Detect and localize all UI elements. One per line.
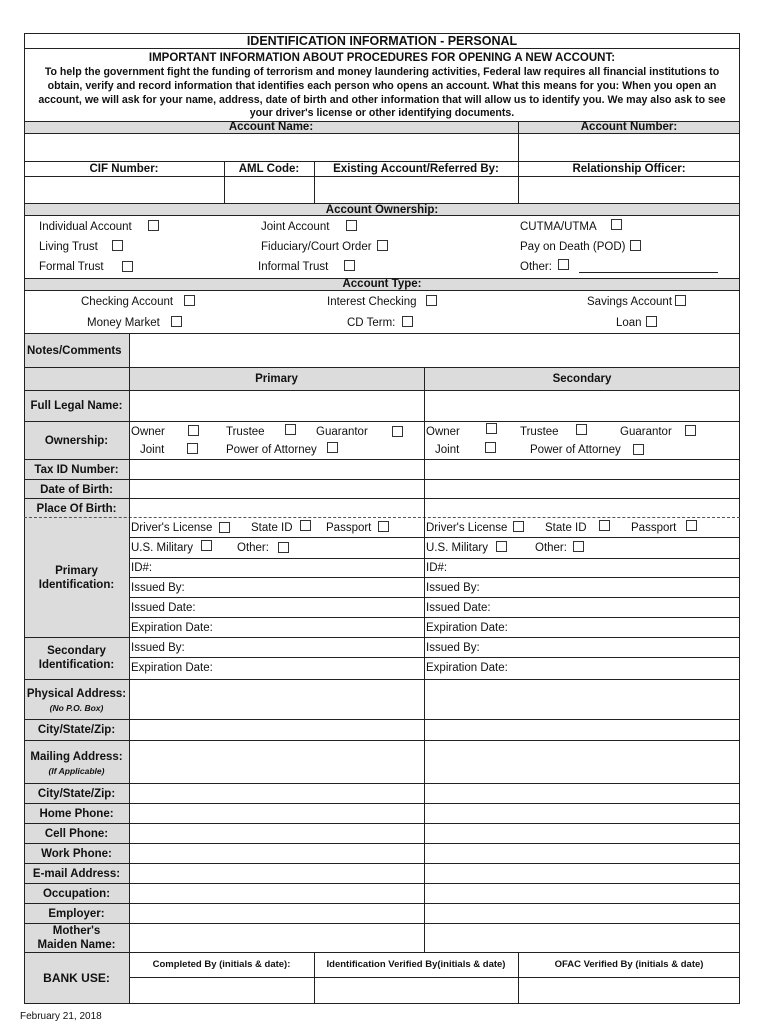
full-legal-name-label: Full Legal Name: xyxy=(30,400,123,412)
pod-checkbox[interactable] xyxy=(630,240,641,251)
notes-comments-label: Notes/Comments xyxy=(27,345,122,357)
other-ownership-checkbox[interactable] xyxy=(558,259,569,270)
secondary-employer-field[interactable] xyxy=(425,904,739,922)
primary-other-id-label: Other: xyxy=(237,542,269,554)
primary-occupation-field[interactable] xyxy=(130,884,423,902)
primary-poa-label: Power of Attorney xyxy=(226,444,317,456)
primary-cell-phone-field[interactable] xyxy=(130,824,423,842)
opt-interest-checking: Interest Checking xyxy=(327,296,417,308)
opt-informal-trust: Informal Trust xyxy=(258,261,329,273)
primary-owner-checkbox[interactable] xyxy=(188,425,199,436)
primary-mailing-city-state-zip-field[interactable] xyxy=(130,784,423,802)
account-number-label: Account Number: xyxy=(580,121,678,133)
ofac-verified-by-label: OFAC Verified By (initials & date) xyxy=(554,959,704,970)
ofac-verified-by-field[interactable] xyxy=(519,978,739,1003)
home-phone-label: Home Phone: xyxy=(39,808,114,820)
mailing-address-note: (If Applicable) xyxy=(48,766,105,776)
notice-line-4: your driver's license or other identifying documents. xyxy=(249,107,515,119)
opt-joint-account: Joint Account xyxy=(261,221,330,233)
primary-drivers-license-label: Driver's License xyxy=(131,522,213,534)
account-name-field[interactable] xyxy=(25,134,517,161)
secondary-dob-field[interactable] xyxy=(425,480,739,497)
primary-poa-checkbox[interactable] xyxy=(327,442,338,453)
primary-id-label-2: Identification: xyxy=(38,579,115,591)
account-name-label: Account Name: xyxy=(228,121,314,133)
secondary-home-phone-field[interactable] xyxy=(425,804,739,822)
formal-trust-checkbox[interactable] xyxy=(122,261,133,272)
secondary-owner-checkbox[interactable] xyxy=(486,423,497,434)
secondary-guarantor-checkbox[interactable] xyxy=(685,425,696,436)
secondary-mailing-address-field[interactable] xyxy=(425,741,739,782)
account-number-field[interactable] xyxy=(519,134,739,161)
secondary-issued-date-label: Issued Date: xyxy=(426,602,491,614)
primary-expiration-label: Expiration Date: xyxy=(131,622,213,634)
notice-line-3: account, we will ask for your name, address, date of birth and other information that will allow us to identify you. We may also ask to see xyxy=(38,94,726,106)
primary-pob-field[interactable] xyxy=(130,499,423,516)
opt-checking-account: Checking Account xyxy=(81,296,174,308)
account-ownership-heading: Account Ownership: xyxy=(325,204,439,216)
secondary-cell-phone-field[interactable] xyxy=(425,824,739,842)
primary-joint-label: Joint xyxy=(140,444,165,456)
secondary-drivers-license-label: Driver's License xyxy=(426,522,508,534)
primary-tax-id-field[interactable] xyxy=(130,460,423,478)
cif-number-label: CIF Number: xyxy=(89,163,159,175)
secondary-city-state-zip-field[interactable] xyxy=(425,720,739,739)
cd-term-checkbox[interactable] xyxy=(402,316,413,327)
opt-cd-term: CD Term: xyxy=(347,317,396,329)
secondary-owner-label: Owner xyxy=(426,426,460,438)
opt-loan: Loan xyxy=(616,317,642,329)
primary-id-number-label: ID#: xyxy=(131,562,153,574)
secondary-work-phone-field[interactable] xyxy=(425,844,739,862)
primary-maiden-name-field[interactable] xyxy=(130,924,423,951)
opt-money-market: Money Market xyxy=(87,317,160,329)
secondary-pob-field[interactable] xyxy=(425,499,739,516)
maiden-name-label-2: Maiden Name: xyxy=(37,939,116,951)
fiduciary-checkbox[interactable] xyxy=(377,240,388,251)
maiden-name-label-1: Mother's xyxy=(52,925,101,937)
primary-city-state-zip-field[interactable] xyxy=(130,720,423,739)
cif-number-field[interactable] xyxy=(25,177,223,202)
primary-column-header: Primary xyxy=(255,373,298,385)
primary-secid-expiration-label: Expiration Date: xyxy=(131,662,213,674)
secondary-physical-address-field[interactable] xyxy=(425,680,739,718)
secondary-passport-label: Passport xyxy=(631,522,677,534)
primary-other-id-checkbox[interactable] xyxy=(278,542,289,553)
secondary-passport-checkbox[interactable] xyxy=(686,520,697,531)
primary-home-phone-field[interactable] xyxy=(130,804,423,822)
secondary-full-legal-name-field[interactable] xyxy=(425,391,739,420)
primary-work-phone-field[interactable] xyxy=(130,844,423,862)
secondary-expiration-label: Expiration Date: xyxy=(426,622,508,634)
work-phone-label: Work Phone: xyxy=(41,848,112,860)
secondary-occupation-field[interactable] xyxy=(425,884,739,902)
cutma-utma-checkbox[interactable] xyxy=(611,219,622,230)
informal-trust-checkbox[interactable] xyxy=(344,260,355,271)
secondary-issued-by-label: Issued By: xyxy=(426,582,480,594)
completed-by-label: Completed By (initials & date): xyxy=(152,959,291,970)
primary-mailing-address-field[interactable] xyxy=(130,741,423,782)
id-verified-by-label: Identification Verified By(initials & date) xyxy=(326,959,506,970)
primary-employer-field[interactable] xyxy=(130,904,423,922)
joint-account-checkbox[interactable] xyxy=(346,220,357,231)
secondary-id-label-2: Identification: xyxy=(38,659,115,671)
opt-other: Other: xyxy=(520,261,552,273)
secondary-secid-expiration-label: Expiration Date: xyxy=(426,662,508,674)
secondary-joint-label: Joint xyxy=(435,444,460,456)
primary-full-legal-name-field[interactable] xyxy=(130,391,423,420)
primary-owner-label: Owner xyxy=(131,426,165,438)
primary-trustee-checkbox[interactable] xyxy=(285,424,296,435)
notice-line-1: To help the government fight the funding of terrorism and money laundering activities, Federal law requires all financial institutions to xyxy=(44,66,720,78)
secondary-id-number-label: ID#: xyxy=(426,562,448,574)
secondary-mailing-city-state-zip-field[interactable] xyxy=(425,784,739,802)
secondary-tax-id-field[interactable] xyxy=(425,460,739,478)
primary-guarantor-checkbox[interactable] xyxy=(392,426,403,437)
ownership-label: Ownership: xyxy=(44,435,109,447)
other-ownership-line[interactable] xyxy=(579,272,718,273)
secondary-guarantor-label: Guarantor xyxy=(620,426,672,438)
primary-dob-field[interactable] xyxy=(130,480,423,497)
primary-state-id-label: State ID xyxy=(251,522,293,534)
opt-pay-on-death: Pay on Death (POD) xyxy=(520,241,626,253)
secondary-joint-checkbox[interactable] xyxy=(485,442,496,453)
aml-code-label: AML Code: xyxy=(238,163,300,175)
city-state-zip-label-2: City/State/Zip: xyxy=(37,788,116,800)
physical-address-note: (No P.O. Box) xyxy=(49,703,104,713)
secondary-drivers-license-checkbox[interactable] xyxy=(513,521,524,532)
mailing-address-label: Mailing Address: xyxy=(30,751,123,763)
checking-account-checkbox[interactable] xyxy=(184,295,195,306)
notice-line-2: obtain, verify and record information that identifies each person who opens an account. What this means for you: When you open an xyxy=(47,80,717,92)
secondary-trustee-checkbox[interactable] xyxy=(576,424,587,435)
pob-label: Place Of Birth: xyxy=(36,503,117,515)
city-state-zip-label-1: City/State/Zip: xyxy=(37,724,116,736)
primary-passport-label: Passport xyxy=(326,522,372,534)
account-type-heading: Account Type: xyxy=(342,278,422,290)
secondary-military-label: U.S. Military xyxy=(426,542,488,554)
secondary-other-id-checkbox[interactable] xyxy=(573,541,584,552)
secondary-poa-checkbox[interactable] xyxy=(633,444,644,455)
primary-issued-by-label: Issued By: xyxy=(131,582,185,594)
primary-military-checkbox[interactable] xyxy=(201,540,212,551)
existing-account-label: Existing Account/Referred By: xyxy=(333,163,499,175)
existing-account-field[interactable] xyxy=(315,177,517,202)
opt-fiduciary-court-order: Fiduciary/Court Order xyxy=(261,241,372,253)
opt-cutma-utma: CUTMA/UTMA xyxy=(520,221,597,233)
loan-checkbox[interactable] xyxy=(646,316,657,327)
opt-savings-account: Savings Account xyxy=(587,296,673,308)
primary-email-field[interactable] xyxy=(130,864,423,882)
primary-guarantor-label: Guarantor xyxy=(316,426,368,438)
notice-subtitle: IMPORTANT INFORMATION ABOUT PROCEDURES FOR OPENING A NEW ACCOUNT: xyxy=(148,52,616,64)
primary-drivers-license-checkbox[interactable] xyxy=(219,522,230,533)
primary-military-label: U.S. Military xyxy=(131,542,193,554)
primary-state-id-checkbox[interactable] xyxy=(300,520,311,531)
primary-joint-checkbox[interactable] xyxy=(187,443,198,454)
secondary-state-id-checkbox[interactable] xyxy=(599,520,610,531)
secondary-column-header: Secondary xyxy=(552,373,612,385)
completed-by-field[interactable] xyxy=(130,978,313,1003)
id-verified-by-field[interactable] xyxy=(315,978,517,1003)
secondary-military-checkbox[interactable] xyxy=(496,541,507,552)
opt-living-trust: Living Trust xyxy=(39,241,98,253)
aml-code-field[interactable] xyxy=(225,177,313,202)
cell-phone-label: Cell Phone: xyxy=(44,828,109,840)
tax-id-label: Tax ID Number: xyxy=(34,464,119,476)
relationship-officer-field[interactable] xyxy=(519,177,739,202)
primary-passport-checkbox[interactable] xyxy=(378,521,389,532)
bank-use-label: BANK USE: xyxy=(43,971,110,985)
form-title: IDENTIFICATION INFORMATION - PERSONAL xyxy=(246,34,518,48)
occupation-label: Occupation: xyxy=(42,888,111,900)
relationship-officer-label: Relationship Officer: xyxy=(572,163,686,175)
secondary-email-field[interactable] xyxy=(425,864,739,882)
primary-physical-address-field[interactable] xyxy=(130,680,423,718)
primary-secid-issued-by-label: Issued By: xyxy=(131,642,185,654)
secondary-maiden-name-field[interactable] xyxy=(425,924,739,951)
primary-trustee-label: Trustee xyxy=(226,426,265,438)
individual-account-checkbox[interactable] xyxy=(148,220,159,231)
notes-comments-field[interactable] xyxy=(130,334,739,367)
email-label: E-mail Address: xyxy=(32,868,121,880)
secondary-id-label-1: Secondary xyxy=(47,645,106,657)
savings-account-checkbox[interactable] xyxy=(675,295,686,306)
primary-id-label-1: Primary xyxy=(55,565,98,577)
footer-date: February 21, 2018 xyxy=(20,1011,102,1022)
secondary-secid-issued-by-label: Issued By: xyxy=(426,642,480,654)
opt-individual-account: Individual Account xyxy=(39,221,132,233)
physical-address-label: Physical Address: xyxy=(26,688,127,700)
secondary-poa-label: Power of Attorney xyxy=(530,444,621,456)
money-market-checkbox[interactable] xyxy=(171,316,182,327)
primary-issued-date-label: Issued Date: xyxy=(131,602,196,614)
secondary-state-id-label: State ID xyxy=(545,522,587,534)
dob-label: Date of Birth: xyxy=(40,484,113,496)
employer-label: Employer: xyxy=(48,908,105,920)
opt-formal-trust: Formal Trust xyxy=(39,261,104,273)
living-trust-checkbox[interactable] xyxy=(112,240,123,251)
secondary-other-id-label: Other: xyxy=(535,542,567,554)
interest-checking-checkbox[interactable] xyxy=(426,295,437,306)
secondary-trustee-label: Trustee xyxy=(520,426,559,438)
